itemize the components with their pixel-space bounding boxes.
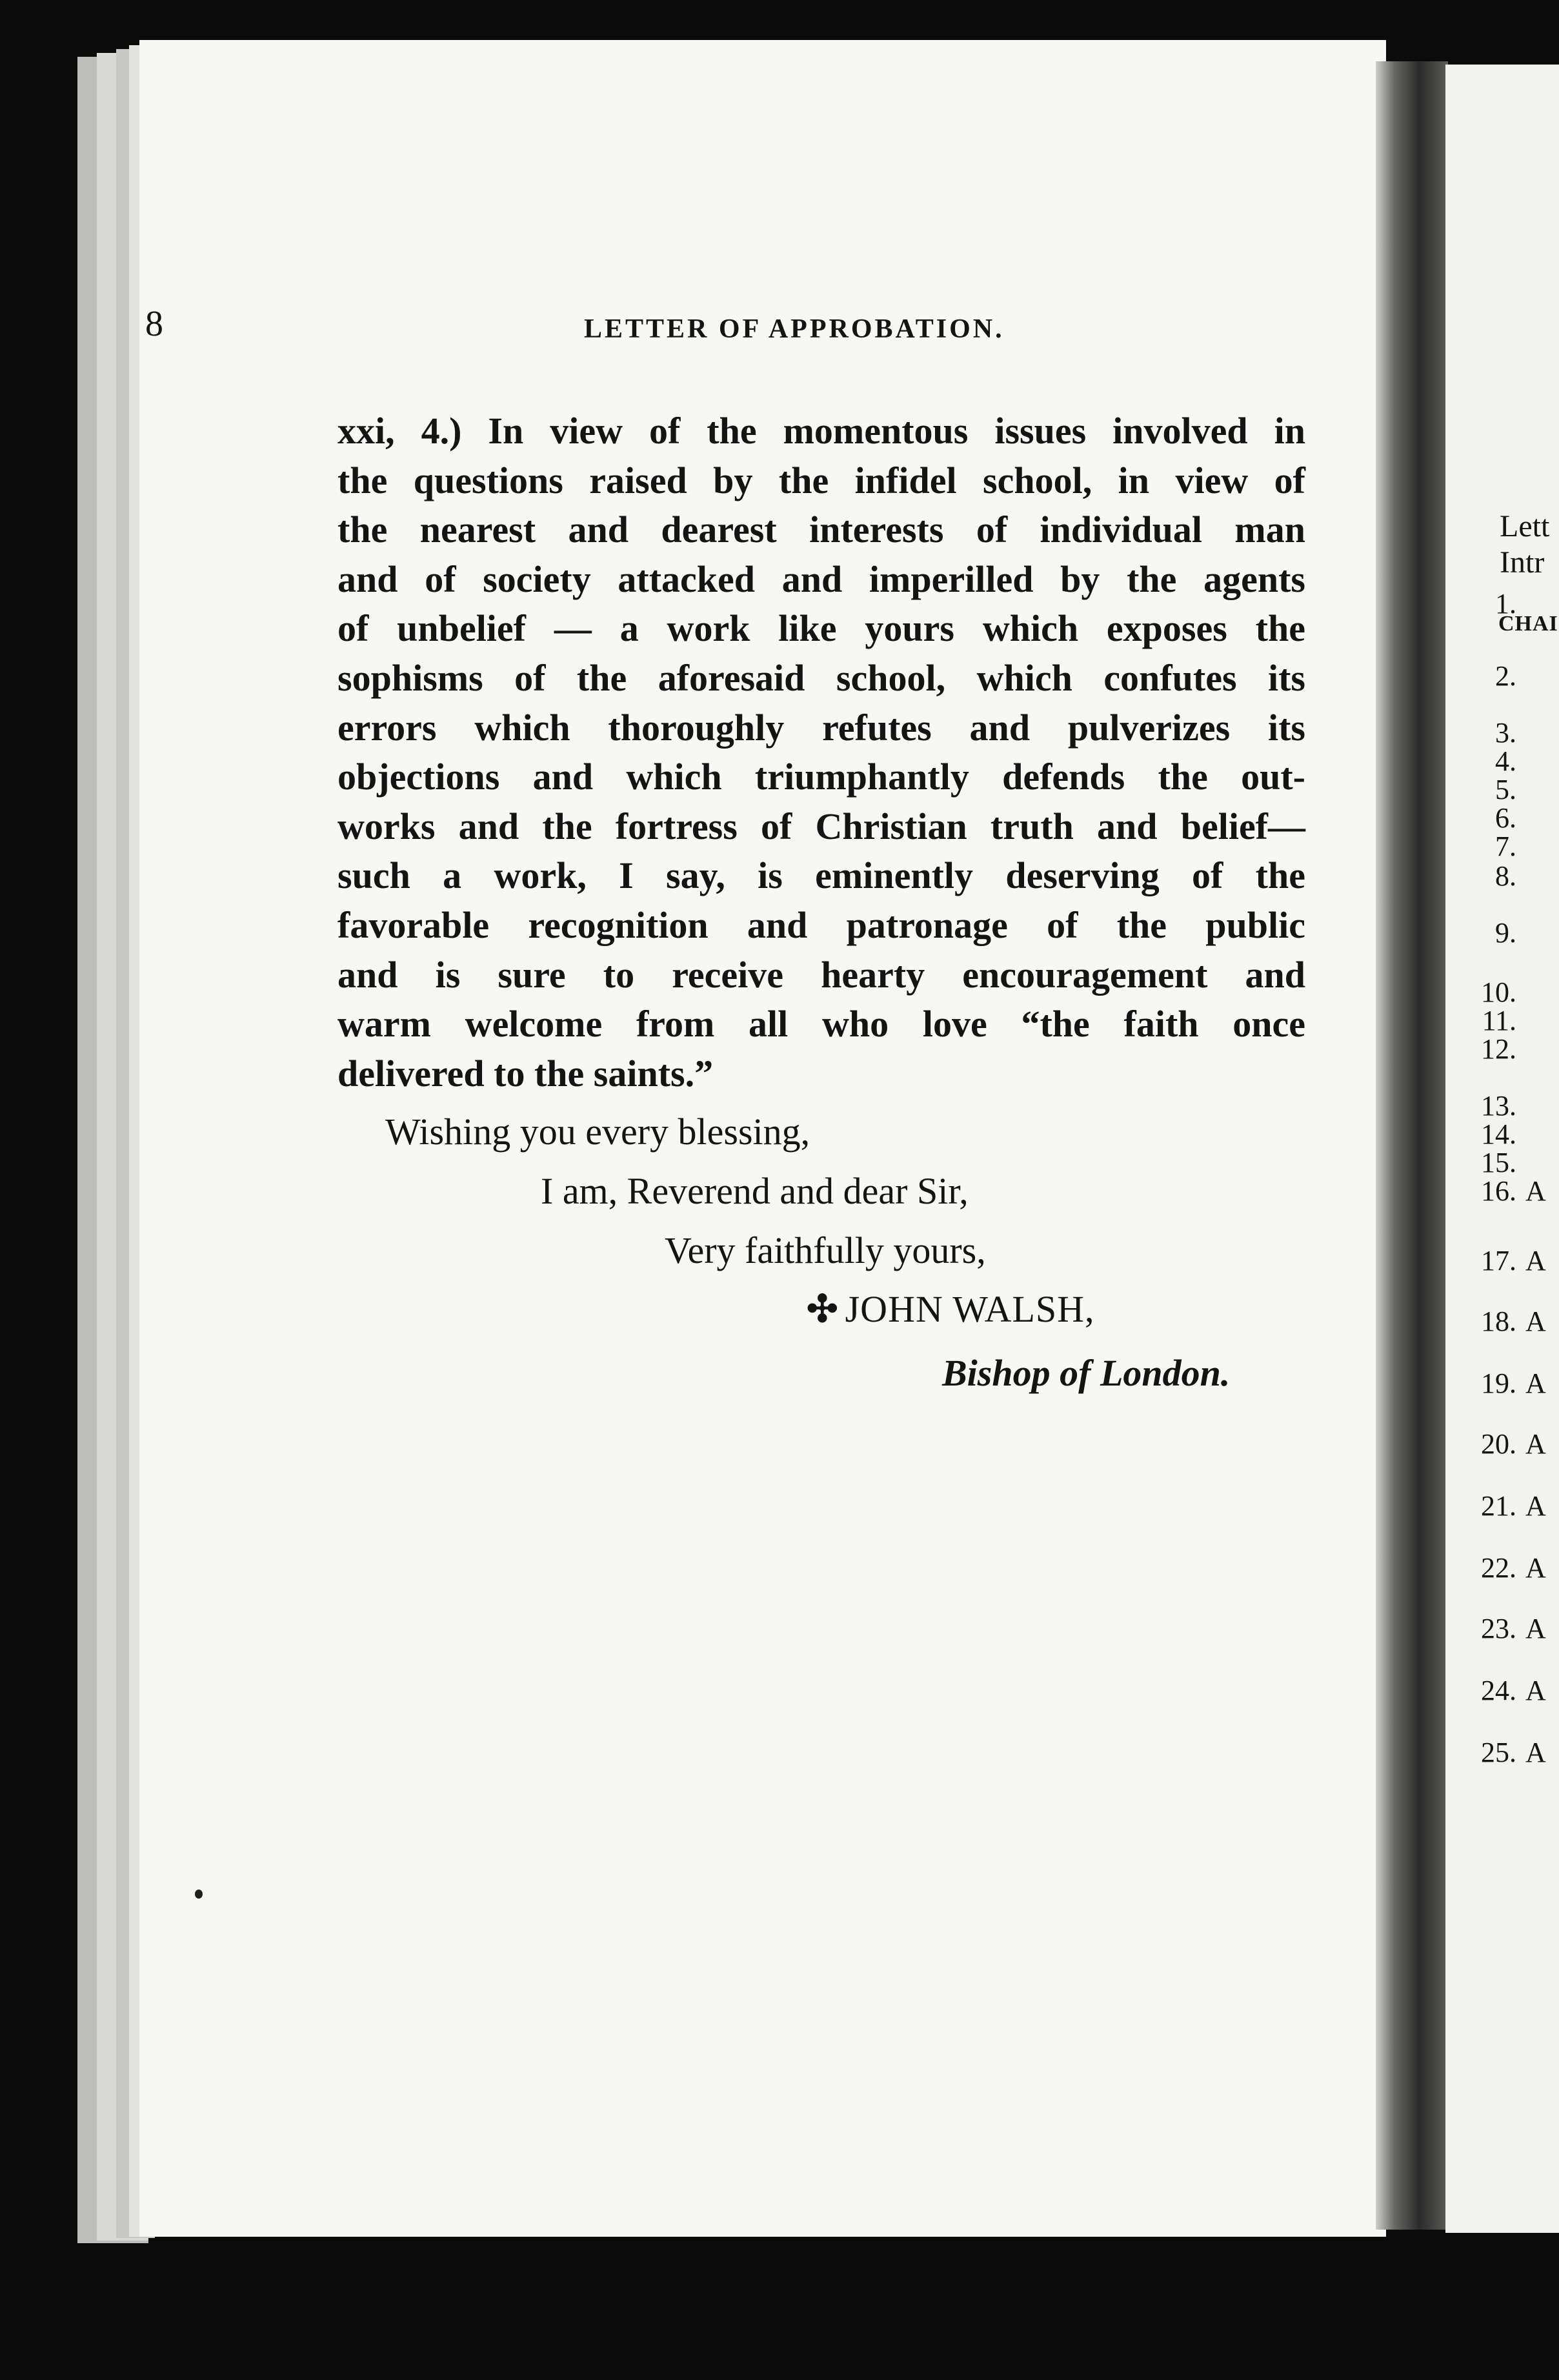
toc-entry bbox=[1445, 1033, 1525, 1065]
toc-heading: Lett bbox=[1500, 509, 1550, 543]
toc-entry bbox=[1445, 660, 1525, 692]
signature-title: Bishop of London. bbox=[942, 1352, 1231, 1394]
toc-entry-fragment: A bbox=[1525, 1367, 1546, 1399]
toc-entry-number: 3. bbox=[1495, 717, 1516, 749]
toc-entry bbox=[1445, 1244, 1546, 1277]
closing-valediction: Very faithfully yours, bbox=[665, 1229, 986, 1271]
signature-line bbox=[807, 1287, 1095, 1331]
body-text bbox=[337, 407, 1305, 1098]
scan-speck bbox=[195, 1890, 203, 1899]
body-line: the questions raised by the infidel school, in view of bbox=[337, 459, 1305, 501]
toc-entry bbox=[1445, 587, 1525, 620]
toc-entry-fragment: A bbox=[1525, 1737, 1546, 1768]
toc-entry-number: 17. bbox=[1481, 1245, 1516, 1276]
closing-wishing: Wishing you every blessing, bbox=[385, 1111, 810, 1153]
toc-entry-number: 7. bbox=[1495, 831, 1516, 862]
toc-entry-fragment: A bbox=[1525, 1306, 1546, 1337]
body-line: of unbelief — a work like yours which exposes the bbox=[337, 607, 1305, 650]
toc-entry-number: 13. bbox=[1481, 1090, 1516, 1122]
toc-entry bbox=[1445, 860, 1525, 892]
toc-entry-fragment: A bbox=[1525, 1490, 1546, 1522]
toc-entry-number: 25. bbox=[1481, 1737, 1516, 1768]
body-line: favorable recognition and patronage of the public bbox=[337, 903, 1305, 946]
toc-entry bbox=[1445, 1175, 1546, 1207]
body-line: delivered to the saints.” bbox=[337, 1052, 714, 1094]
toc-entry-number: 2. bbox=[1495, 660, 1516, 692]
book-gutter bbox=[1376, 61, 1448, 2230]
toc-entry bbox=[1445, 1612, 1546, 1645]
body-line: warm welcome from all who love “the faith once bbox=[337, 1003, 1305, 1045]
toc-entry bbox=[1445, 1674, 1546, 1707]
toc-entry-number: 11. bbox=[1482, 1005, 1516, 1036]
body-line: objections and which triumphantly defends the out- bbox=[337, 756, 1305, 798]
body-line: sophisms of the aforesaid school, which confutes its bbox=[337, 656, 1305, 699]
toc-entry-number: 16. bbox=[1481, 1175, 1516, 1207]
toc-entry-number: 4. bbox=[1495, 745, 1516, 777]
toc-entry bbox=[1445, 1736, 1546, 1769]
toc-entry-number: 10. bbox=[1481, 976, 1516, 1008]
toc-entry bbox=[1445, 1427, 1546, 1460]
toc-entry bbox=[1445, 1305, 1546, 1338]
cross-icon: ✣ bbox=[807, 1288, 839, 1330]
body-line: and of society attacked and imperilled by the agents bbox=[337, 558, 1305, 600]
body-line: xxi, 4.) In view of the momentous issues involved in bbox=[337, 410, 1305, 452]
toc-chapter-label: CHAI bbox=[1498, 612, 1558, 636]
toc-entry-number: 12. bbox=[1481, 1033, 1516, 1065]
toc-entry-number: 24. bbox=[1481, 1675, 1516, 1706]
toc-entry bbox=[1445, 830, 1525, 863]
closing-salutation: I am, Reverend and dear Sir, bbox=[541, 1170, 969, 1212]
toc-entry-number: 21. bbox=[1481, 1490, 1516, 1522]
toc-entry bbox=[1445, 1367, 1546, 1400]
toc-entry-number: 6. bbox=[1495, 802, 1516, 834]
page-number: 8 bbox=[145, 304, 163, 344]
toc-entry-number: 15. bbox=[1481, 1147, 1516, 1178]
toc-entry-number: 23. bbox=[1481, 1613, 1516, 1644]
toc-entry-fragment: A bbox=[1525, 1675, 1546, 1706]
toc-entry-number: 20. bbox=[1481, 1428, 1516, 1460]
toc-entry bbox=[1445, 916, 1525, 949]
toc-entry-fragment: A bbox=[1525, 1552, 1546, 1584]
toc-entry-fragment: A bbox=[1525, 1428, 1546, 1460]
toc-entry-number: 5. bbox=[1495, 774, 1516, 805]
toc-entry-fragment: A bbox=[1525, 1613, 1546, 1644]
toc-entry-number: 8. bbox=[1495, 860, 1516, 892]
toc-entry-fragment: A bbox=[1525, 1245, 1546, 1276]
toc-entry-number: 9. bbox=[1495, 917, 1516, 949]
table-of-contents-fragment bbox=[1445, 65, 1559, 2233]
body-line: and is sure to receive hearty encouragement and bbox=[337, 953, 1305, 996]
toc-entry-fragment: A bbox=[1525, 1175, 1546, 1207]
right-page bbox=[1445, 65, 1559, 2233]
body-line: such a work, I say, is eminently deserving of the bbox=[337, 854, 1305, 897]
toc-heading: Intr bbox=[1500, 545, 1545, 580]
toc-entry-number: 14. bbox=[1481, 1118, 1516, 1150]
body-line: works and the fortress of Christian truth and belief— bbox=[337, 805, 1305, 847]
toc-entry-number: 1. bbox=[1495, 588, 1516, 620]
toc-entry-number: 22. bbox=[1481, 1552, 1516, 1584]
toc-entry bbox=[1445, 1489, 1546, 1522]
running-head: LETTER OF APPROBATION. bbox=[584, 314, 1005, 344]
signature-name: JOHN WALSH, bbox=[845, 1288, 1095, 1330]
toc-entry-number: 18. bbox=[1481, 1306, 1516, 1337]
toc-entry bbox=[1445, 1551, 1546, 1584]
toc-entry-number: 19. bbox=[1481, 1367, 1516, 1399]
body-line: errors which thoroughly refutes and pulverizes its bbox=[337, 706, 1305, 749]
body-line: the nearest and dearest interests of individual man bbox=[337, 509, 1305, 551]
